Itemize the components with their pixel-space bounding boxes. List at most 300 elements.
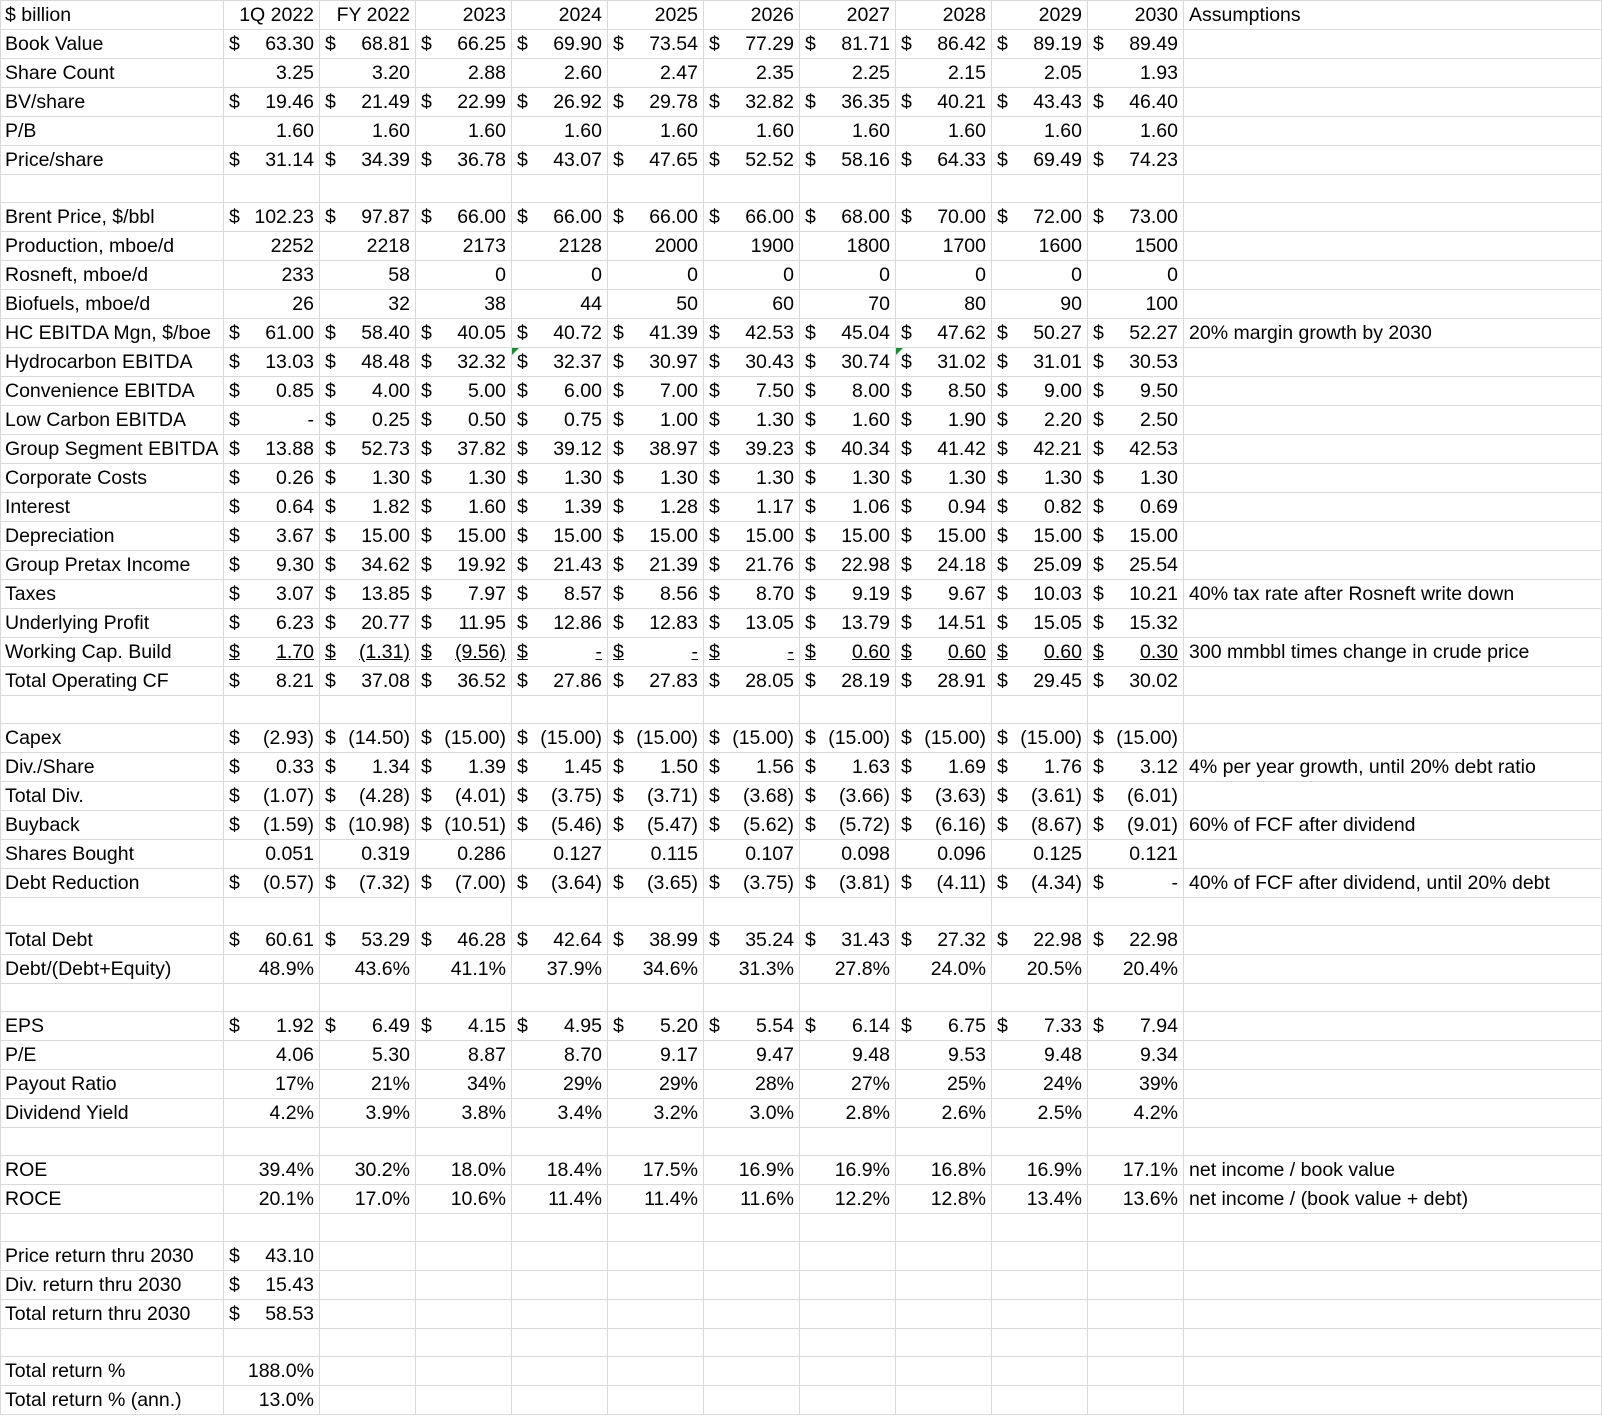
row-label-cell[interactable]: Total return %	[1, 1357, 224, 1386]
value-cell[interactable]	[320, 464, 416, 493]
value-cell[interactable]	[992, 1357, 1088, 1386]
value-cell[interactable]	[416, 811, 512, 840]
value-cell[interactable]	[416, 88, 512, 117]
assumption-note-cell[interactable]	[1184, 435, 1602, 464]
assumption-note-cell[interactable]: 40% tax rate after Rosneft write down	[1184, 580, 1602, 609]
value-cell[interactable]	[1088, 319, 1184, 348]
value-cell[interactable]	[224, 1386, 320, 1415]
value-cell[interactable]	[896, 984, 992, 1012]
value-cell[interactable]	[320, 1128, 416, 1156]
value-cell[interactable]	[1088, 464, 1184, 493]
value-cell[interactable]	[800, 88, 896, 117]
value-cell[interactable]	[512, 1156, 608, 1185]
value-cell[interactable]	[416, 1271, 512, 1300]
value-cell[interactable]	[320, 609, 416, 638]
assumption-note-cell[interactable]	[1184, 898, 1602, 926]
value-cell[interactable]	[800, 319, 896, 348]
value-cell[interactable]	[800, 1300, 896, 1329]
assumption-note-cell[interactable]	[1184, 667, 1602, 696]
assumption-note-cell[interactable]	[1184, 1099, 1602, 1128]
value-cell[interactable]	[512, 898, 608, 926]
value-cell[interactable]	[320, 840, 416, 869]
value-cell[interactable]	[224, 898, 320, 926]
value-cell[interactable]	[704, 493, 800, 522]
row-label-cell[interactable]	[1, 984, 224, 1012]
value-cell[interactable]	[224, 1185, 320, 1214]
value-cell[interactable]	[320, 435, 416, 464]
value-cell[interactable]	[512, 782, 608, 811]
value-cell[interactable]	[224, 435, 320, 464]
row-label-cell[interactable]: Div./Share	[1, 753, 224, 782]
value-cell[interactable]	[608, 319, 704, 348]
value-cell[interactable]	[992, 782, 1088, 811]
assumption-note-cell[interactable]	[1184, 522, 1602, 551]
value-cell[interactable]	[992, 117, 1088, 146]
value-cell[interactable]	[896, 1329, 992, 1357]
value-cell[interactable]	[704, 117, 800, 146]
value-cell[interactable]	[1088, 117, 1184, 146]
column-header[interactable]: 2030	[1088, 1, 1184, 30]
value-cell[interactable]	[704, 696, 800, 724]
value-cell[interactable]	[704, 840, 800, 869]
value-cell[interactable]	[800, 377, 896, 406]
value-cell[interactable]	[320, 811, 416, 840]
assumption-note-cell[interactable]	[1184, 59, 1602, 88]
value-cell[interactable]	[416, 551, 512, 580]
value-cell[interactable]	[992, 59, 1088, 88]
value-cell[interactable]	[608, 1271, 704, 1300]
value-cell[interactable]	[704, 1271, 800, 1300]
value-cell[interactable]	[704, 319, 800, 348]
value-cell[interactable]	[320, 696, 416, 724]
value-cell[interactable]	[704, 724, 800, 753]
value-cell[interactable]	[800, 348, 896, 377]
value-cell[interactable]	[704, 464, 800, 493]
value-cell[interactable]	[608, 1357, 704, 1386]
value-cell[interactable]	[608, 869, 704, 898]
value-cell[interactable]	[320, 580, 416, 609]
value-cell[interactable]	[416, 1041, 512, 1070]
value-cell[interactable]	[224, 1242, 320, 1271]
value-cell[interactable]	[224, 261, 320, 290]
assumption-note-cell[interactable]	[1184, 1386, 1602, 1415]
value-cell[interactable]	[320, 175, 416, 203]
row-label-cell[interactable]: Total return thru 2030	[1, 1300, 224, 1329]
value-cell[interactable]	[1088, 580, 1184, 609]
value-cell[interactable]	[800, 724, 896, 753]
value-cell[interactable]	[896, 926, 992, 955]
value-cell[interactable]	[320, 319, 416, 348]
value-cell[interactable]	[224, 551, 320, 580]
value-cell[interactable]	[320, 348, 416, 377]
value-cell[interactable]	[800, 782, 896, 811]
value-cell[interactable]	[704, 984, 800, 1012]
value-cell[interactable]	[224, 117, 320, 146]
value-cell[interactable]	[992, 551, 1088, 580]
row-label-cell[interactable]: Capex	[1, 724, 224, 753]
value-cell[interactable]	[1088, 1271, 1184, 1300]
value-cell[interactable]	[608, 493, 704, 522]
value-cell[interactable]	[512, 1242, 608, 1271]
assumption-note-cell[interactable]	[1184, 377, 1602, 406]
assumption-note-cell[interactable]	[1184, 984, 1602, 1012]
value-cell[interactable]	[320, 898, 416, 926]
value-cell[interactable]	[320, 406, 416, 435]
value-cell[interactable]	[704, 609, 800, 638]
value-cell[interactable]	[800, 1242, 896, 1271]
value-cell[interactable]	[1088, 840, 1184, 869]
value-cell[interactable]	[992, 30, 1088, 59]
value-cell[interactable]	[512, 319, 608, 348]
value-cell[interactable]	[416, 955, 512, 984]
value-cell[interactable]	[320, 955, 416, 984]
value-cell[interactable]	[320, 1185, 416, 1214]
value-cell[interactable]	[1088, 667, 1184, 696]
value-cell[interactable]	[704, 232, 800, 261]
value-cell[interactable]	[224, 753, 320, 782]
value-cell[interactable]	[512, 1357, 608, 1386]
value-cell[interactable]	[512, 146, 608, 175]
row-label-cell[interactable]: Total Div.	[1, 782, 224, 811]
value-cell[interactable]	[416, 1099, 512, 1128]
value-cell[interactable]	[608, 117, 704, 146]
value-cell[interactable]	[608, 551, 704, 580]
row-label-cell[interactable]: ROE	[1, 1156, 224, 1185]
value-cell[interactable]	[1088, 869, 1184, 898]
assumption-note-cell[interactable]	[1184, 117, 1602, 146]
row-label-cell[interactable]: Working Cap. Build	[1, 638, 224, 667]
value-cell[interactable]	[512, 1271, 608, 1300]
value-cell[interactable]	[608, 1329, 704, 1357]
value-cell[interactable]	[1088, 696, 1184, 724]
assumption-note-cell[interactable]	[1184, 840, 1602, 869]
value-cell[interactable]	[416, 146, 512, 175]
value-cell[interactable]	[320, 1271, 416, 1300]
value-cell[interactable]	[608, 1128, 704, 1156]
assumption-note-cell[interactable]	[1184, 493, 1602, 522]
assumption-note-cell[interactable]	[1184, 1070, 1602, 1099]
value-cell[interactable]	[608, 464, 704, 493]
value-cell[interactable]	[224, 1357, 320, 1386]
assumption-note-cell[interactable]	[1184, 782, 1602, 811]
value-cell[interactable]	[608, 1214, 704, 1242]
assumption-note-cell[interactable]: 4% per year growth, until 20% debt ratio	[1184, 753, 1602, 782]
row-label-cell[interactable]: Production, mboe/d	[1, 232, 224, 261]
value-cell[interactable]	[896, 203, 992, 232]
value-cell[interactable]	[704, 1128, 800, 1156]
value-cell[interactable]	[800, 290, 896, 319]
value-cell[interactable]	[320, 1300, 416, 1329]
value-cell[interactable]	[800, 955, 896, 984]
value-cell[interactable]	[416, 1070, 512, 1099]
value-cell[interactable]	[896, 261, 992, 290]
value-cell[interactable]	[416, 435, 512, 464]
value-cell[interactable]	[224, 348, 320, 377]
row-label-cell[interactable]: Debt/(Debt+Equity)	[1, 955, 224, 984]
value-cell[interactable]	[512, 59, 608, 88]
value-cell[interactable]	[608, 522, 704, 551]
value-cell[interactable]	[416, 319, 512, 348]
value-cell[interactable]	[320, 493, 416, 522]
assumption-note-cell[interactable]	[1184, 1012, 1602, 1041]
value-cell[interactable]	[992, 984, 1088, 1012]
value-cell[interactable]	[1088, 1099, 1184, 1128]
value-cell[interactable]	[704, 811, 800, 840]
value-cell[interactable]	[608, 782, 704, 811]
value-cell[interactable]	[896, 435, 992, 464]
value-cell[interactable]	[992, 175, 1088, 203]
value-cell[interactable]	[320, 667, 416, 696]
value-cell[interactable]	[224, 406, 320, 435]
value-cell[interactable]	[608, 580, 704, 609]
value-cell[interactable]	[320, 724, 416, 753]
value-cell[interactable]	[992, 955, 1088, 984]
row-label-cell[interactable]: Rosneft, mboe/d	[1, 261, 224, 290]
column-header[interactable]: 2029	[992, 1, 1088, 30]
assumption-note-cell[interactable]	[1184, 146, 1602, 175]
value-cell[interactable]	[224, 493, 320, 522]
value-cell[interactable]	[992, 638, 1088, 667]
value-cell[interactable]	[320, 203, 416, 232]
value-cell[interactable]	[512, 724, 608, 753]
value-cell[interactable]	[1088, 926, 1184, 955]
row-label-cell[interactable]	[1, 696, 224, 724]
value-cell[interactable]	[608, 59, 704, 88]
row-label-cell[interactable]: Biofuels, mboe/d	[1, 290, 224, 319]
value-cell[interactable]	[416, 348, 512, 377]
value-cell[interactable]	[704, 1070, 800, 1099]
value-cell[interactable]	[896, 348, 992, 377]
value-cell[interactable]	[224, 377, 320, 406]
value-cell[interactable]	[608, 30, 704, 59]
value-cell[interactable]	[800, 406, 896, 435]
value-cell[interactable]	[896, 1070, 992, 1099]
value-cell[interactable]	[704, 1242, 800, 1271]
value-cell[interactable]	[704, 551, 800, 580]
value-cell[interactable]	[704, 580, 800, 609]
value-cell[interactable]	[704, 1041, 800, 1070]
value-cell[interactable]	[224, 609, 320, 638]
value-cell[interactable]	[416, 984, 512, 1012]
value-cell[interactable]	[416, 1012, 512, 1041]
value-cell[interactable]	[512, 1300, 608, 1329]
value-cell[interactable]	[896, 406, 992, 435]
value-cell[interactable]	[896, 493, 992, 522]
value-cell[interactable]	[416, 117, 512, 146]
assumption-note-cell[interactable]	[1184, 1214, 1602, 1242]
value-cell[interactable]	[800, 522, 896, 551]
row-label-cell[interactable]: ROCE	[1, 1185, 224, 1214]
value-cell[interactable]	[992, 1386, 1088, 1415]
value-cell[interactable]	[800, 1041, 896, 1070]
row-label-cell[interactable]: Debt Reduction	[1, 869, 224, 898]
assumption-note-cell[interactable]: 60% of FCF after dividend	[1184, 811, 1602, 840]
value-cell[interactable]	[512, 1185, 608, 1214]
value-cell[interactable]	[416, 493, 512, 522]
value-cell[interactable]	[800, 580, 896, 609]
value-cell[interactable]	[992, 667, 1088, 696]
value-cell[interactable]	[224, 146, 320, 175]
row-label-cell[interactable]	[1, 1214, 224, 1242]
row-label-cell[interactable]: Share Count	[1, 59, 224, 88]
value-cell[interactable]	[512, 696, 608, 724]
value-cell[interactable]	[896, 232, 992, 261]
value-cell[interactable]	[512, 753, 608, 782]
value-cell[interactable]	[896, 667, 992, 696]
value-cell[interactable]	[512, 580, 608, 609]
value-cell[interactable]	[896, 59, 992, 88]
value-cell[interactable]	[1088, 1041, 1184, 1070]
value-cell[interactable]	[224, 1070, 320, 1099]
value-cell[interactable]	[704, 1214, 800, 1242]
value-cell[interactable]	[416, 696, 512, 724]
row-label-cell[interactable]: Group Pretax Income	[1, 551, 224, 580]
row-label-cell[interactable]: P/B	[1, 117, 224, 146]
column-header[interactable]: 2024	[512, 1, 608, 30]
value-cell[interactable]	[224, 1012, 320, 1041]
value-cell[interactable]	[416, 1300, 512, 1329]
value-cell[interactable]	[416, 1242, 512, 1271]
value-cell[interactable]	[416, 261, 512, 290]
value-cell[interactable]	[992, 609, 1088, 638]
assumption-note-cell[interactable]	[1184, 1242, 1602, 1271]
value-cell[interactable]	[896, 753, 992, 782]
value-cell[interactable]	[224, 724, 320, 753]
value-cell[interactable]	[992, 464, 1088, 493]
value-cell[interactable]	[896, 377, 992, 406]
row-label-cell[interactable]: Corporate Costs	[1, 464, 224, 493]
value-cell[interactable]	[992, 1271, 1088, 1300]
value-cell[interactable]	[320, 146, 416, 175]
value-cell[interactable]	[512, 1329, 608, 1357]
value-cell[interactable]	[1088, 88, 1184, 117]
value-cell[interactable]	[320, 117, 416, 146]
value-cell[interactable]	[992, 1300, 1088, 1329]
value-cell[interactable]	[1088, 435, 1184, 464]
value-cell[interactable]	[1088, 59, 1184, 88]
value-cell[interactable]	[608, 840, 704, 869]
value-cell[interactable]	[992, 435, 1088, 464]
value-cell[interactable]	[800, 609, 896, 638]
assumption-note-cell[interactable]	[1184, 926, 1602, 955]
value-cell[interactable]	[224, 319, 320, 348]
value-cell[interactable]	[992, 869, 1088, 898]
value-cell[interactable]	[608, 609, 704, 638]
value-cell[interactable]	[224, 984, 320, 1012]
value-cell[interactable]	[416, 638, 512, 667]
value-cell[interactable]	[512, 175, 608, 203]
value-cell[interactable]	[320, 1242, 416, 1271]
value-cell[interactable]	[512, 1386, 608, 1415]
value-cell[interactable]	[512, 811, 608, 840]
value-cell[interactable]	[704, 1329, 800, 1357]
value-cell[interactable]	[608, 146, 704, 175]
row-label-cell[interactable]: Price/share	[1, 146, 224, 175]
value-cell[interactable]	[800, 117, 896, 146]
value-cell[interactable]	[608, 898, 704, 926]
value-cell[interactable]	[416, 59, 512, 88]
value-cell[interactable]	[608, 753, 704, 782]
assumption-note-cell[interactable]	[1184, 88, 1602, 117]
value-cell[interactable]	[896, 1214, 992, 1242]
value-cell[interactable]	[704, 1099, 800, 1128]
value-cell[interactable]	[512, 406, 608, 435]
value-cell[interactable]	[800, 869, 896, 898]
value-cell[interactable]	[896, 609, 992, 638]
value-cell[interactable]	[608, 1300, 704, 1329]
value-cell[interactable]	[1088, 1300, 1184, 1329]
row-label-cell[interactable]: Underlying Profit	[1, 609, 224, 638]
value-cell[interactable]	[800, 1156, 896, 1185]
value-cell[interactable]	[704, 667, 800, 696]
value-cell[interactable]	[896, 811, 992, 840]
value-cell[interactable]	[992, 493, 1088, 522]
value-cell[interactable]	[800, 1185, 896, 1214]
value-cell[interactable]	[608, 984, 704, 1012]
value-cell[interactable]	[800, 1214, 896, 1242]
value-cell[interactable]	[512, 1041, 608, 1070]
row-label-cell[interactable]: Group Segment EBITDA	[1, 435, 224, 464]
value-cell[interactable]	[608, 1185, 704, 1214]
row-label-cell[interactable]	[1, 175, 224, 203]
value-cell[interactable]	[896, 290, 992, 319]
value-cell[interactable]	[1088, 638, 1184, 667]
value-cell[interactable]	[608, 203, 704, 232]
assumption-note-cell[interactable]	[1184, 1041, 1602, 1070]
value-cell[interactable]	[896, 146, 992, 175]
row-label-cell[interactable]: Total return % (ann.)	[1, 1386, 224, 1415]
value-cell[interactable]	[800, 232, 896, 261]
value-cell[interactable]	[512, 377, 608, 406]
value-cell[interactable]	[320, 232, 416, 261]
value-cell[interactable]	[704, 782, 800, 811]
value-cell[interactable]	[416, 1156, 512, 1185]
value-cell[interactable]	[224, 464, 320, 493]
value-cell[interactable]	[1088, 782, 1184, 811]
value-cell[interactable]	[800, 984, 896, 1012]
value-cell[interactable]	[608, 638, 704, 667]
value-cell[interactable]	[416, 232, 512, 261]
value-cell[interactable]	[1088, 377, 1184, 406]
value-cell[interactable]	[224, 1156, 320, 1185]
column-header[interactable]: 2025	[608, 1, 704, 30]
value-cell[interactable]	[800, 146, 896, 175]
value-cell[interactable]	[416, 724, 512, 753]
column-header[interactable]: 2028	[896, 1, 992, 30]
value-cell[interactable]	[992, 840, 1088, 869]
value-cell[interactable]	[512, 522, 608, 551]
value-cell[interactable]	[416, 406, 512, 435]
value-cell[interactable]	[416, 580, 512, 609]
value-cell[interactable]	[896, 117, 992, 146]
row-label-cell[interactable]: Book Value	[1, 30, 224, 59]
value-cell[interactable]	[1088, 348, 1184, 377]
value-cell[interactable]	[704, 261, 800, 290]
value-cell[interactable]	[1088, 1242, 1184, 1271]
assumption-note-cell[interactable]	[1184, 348, 1602, 377]
value-cell[interactable]	[512, 1012, 608, 1041]
value-cell[interactable]	[224, 1099, 320, 1128]
value-cell[interactable]	[992, 1041, 1088, 1070]
value-cell[interactable]	[1088, 1070, 1184, 1099]
assumption-note-cell[interactable]	[1184, 1128, 1602, 1156]
value-cell[interactable]	[992, 811, 1088, 840]
value-cell[interactable]	[320, 984, 416, 1012]
value-cell[interactable]	[512, 609, 608, 638]
value-cell[interactable]	[512, 1099, 608, 1128]
value-cell[interactable]	[800, 753, 896, 782]
row-label-cell[interactable]: HC EBITDA Mgn, $/boe	[1, 319, 224, 348]
